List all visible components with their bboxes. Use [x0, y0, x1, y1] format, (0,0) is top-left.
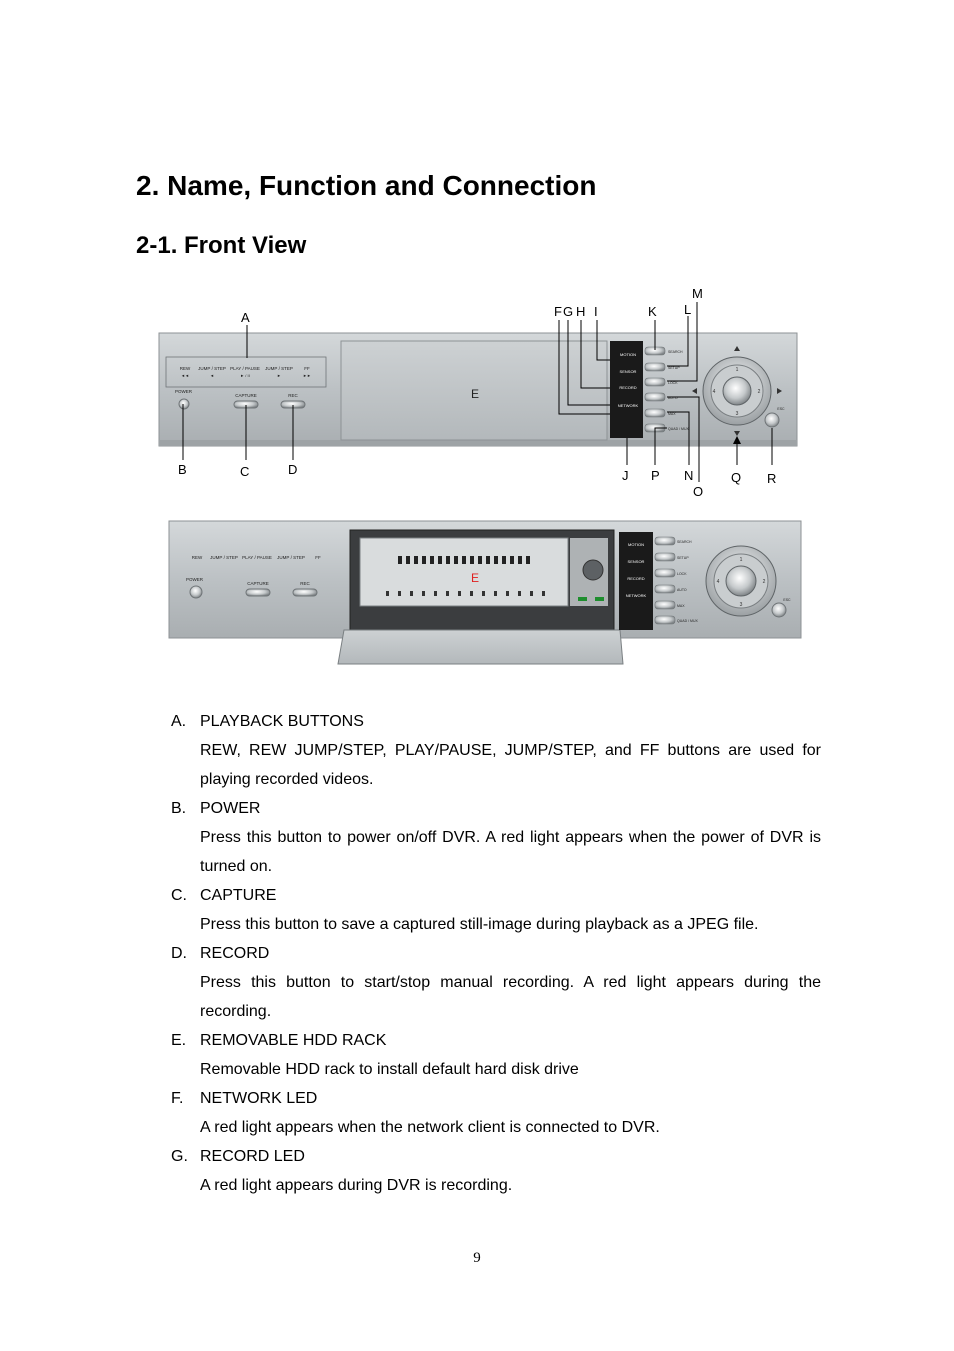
- svg-text:►►: ►►: [303, 373, 311, 378]
- capture-label: CAPTURE: [235, 393, 257, 398]
- svg-text:JUMP / STEP: JUMP / STEP: [265, 366, 293, 371]
- svg-text:REW: REW: [191, 555, 203, 560]
- led-label-sensor: SENSOR: [619, 369, 637, 374]
- svg-text:►: ►: [277, 373, 281, 378]
- playback-button-rew-2[interactable]: [192, 555, 203, 560]
- svg-text:ESC: ESC: [783, 598, 791, 602]
- playback-button-rew-jump-2[interactable]: [210, 555, 238, 560]
- callout-c: C: [240, 464, 250, 479]
- svg-text:AUTO: AUTO: [677, 588, 687, 592]
- item-title: PLAYBACK BUTTONS: [200, 713, 364, 730]
- svg-text:JUMP / STEP: JUMP / STEP: [198, 366, 226, 371]
- subsection-heading: 2-1. Front View: [136, 232, 307, 259]
- list-item: D. RECORD Press this button to start/stop manual recording. A red light appears during the recording.: [171, 939, 821, 1026]
- svg-text:◄◄: ◄◄: [181, 373, 189, 378]
- callout-l: L: [684, 302, 692, 317]
- led-label-network: NETWORK: [617, 403, 639, 408]
- callout-f: F: [554, 304, 562, 319]
- svg-text:1: 1: [735, 367, 739, 373]
- item-description: Removable HDD rack to install default hard disk drive: [200, 1061, 579, 1078]
- item-description: Press this button to save a captured still-image during playback as a JPEG file.: [200, 916, 759, 933]
- section-heading: 2. Name, Function and Connection: [136, 170, 597, 201]
- svg-text:4: 4: [712, 389, 716, 395]
- svg-text:MOTION: MOTION: [628, 542, 644, 547]
- callout-q: Q: [731, 470, 742, 485]
- power-label: POWER: [175, 389, 193, 394]
- power-button-2[interactable]: [190, 586, 202, 598]
- svg-text:NETWORK: NETWORK: [625, 593, 647, 598]
- item-title: CAPTURE: [200, 887, 277, 904]
- svg-text:SEARCH: SEARCH: [677, 540, 692, 544]
- svg-text:MAX: MAX: [677, 604, 685, 608]
- svg-text:REW: REW: [179, 366, 191, 371]
- svg-text:SEARCH: SEARCH: [668, 350, 683, 354]
- svg-text:MAX: MAX: [668, 412, 676, 416]
- item-description: Press this button to start/stop manual recording. A red light appears during the recording.: [200, 974, 821, 1020]
- callout-h: H: [576, 304, 586, 319]
- callout-d: D: [288, 462, 298, 477]
- svg-text:QUAD / MUX: QUAD / MUX: [677, 619, 698, 623]
- item-description: A red light appears during DVR is recording.: [200, 1177, 513, 1194]
- callout-r: R: [767, 471, 777, 486]
- list-item: A. PLAYBACK BUTTONS REW, REW JUMP/STEP, PLAY/PAUSE, JUMP/STEP, and FF buttons are used for playing recorded videos.: [171, 707, 821, 794]
- svg-text:1: 1: [739, 557, 743, 563]
- led-label-motion: MOTION: [620, 352, 636, 357]
- svg-text:QUAD / MUX: QUAD / MUX: [668, 427, 689, 431]
- capture-label-2: CAPTURE: [247, 581, 269, 586]
- playback-button-jump-2[interactable]: [277, 555, 305, 560]
- svg-text:JUMP / STEP: JUMP / STEP: [277, 555, 305, 560]
- svg-text:RECORD: RECORD: [627, 576, 645, 581]
- callout-n: N: [684, 468, 694, 483]
- item-title: NETWORK LED: [200, 1090, 318, 1107]
- dvr-front-closed: [159, 333, 797, 446]
- hdd-rack-door-open[interactable]: [338, 630, 623, 664]
- svg-text:FF: FF: [315, 555, 321, 560]
- svg-text:3: 3: [739, 602, 743, 608]
- rec-label: REC: [288, 393, 298, 398]
- item-title: RECORD LED: [200, 1148, 305, 1165]
- component-list: [171, 707, 821, 1200]
- playback-button-ff-2[interactable]: [315, 555, 321, 560]
- item-description: A red light appears when the network client is connected to DVR.: [200, 1119, 660, 1136]
- rec-label-2: REC: [300, 581, 310, 586]
- item-description: Press this button to power on/off DVR. A red light appears when the power of DVR is turned on.: [200, 829, 821, 875]
- callout-i: I: [594, 304, 598, 319]
- item-description: REW, REW JUMP/STEP, PLAY/PAUSE, JUMP/STEP, and FF buttons are used for playing recorded videos.: [200, 742, 821, 788]
- callout-k: K: [648, 304, 657, 319]
- esc-button-2[interactable]: [772, 603, 786, 617]
- item-title: RECORD: [200, 945, 270, 962]
- led-label-record: RECORD: [619, 385, 637, 390]
- callout-p: P: [651, 468, 660, 483]
- esc-label: ESC: [777, 407, 785, 411]
- svg-text:2: 2: [757, 389, 761, 395]
- svg-text:SENSOR: SENSOR: [627, 559, 645, 564]
- svg-text:3: 3: [735, 411, 739, 417]
- item-title: REMOVABLE HDD RACK: [200, 1032, 387, 1049]
- callout-m: M: [692, 286, 703, 301]
- rack-label: E: [470, 387, 480, 401]
- front-view-figure: [0, 280, 954, 680]
- list-item: E. REMOVABLE HDD RACK Removable HDD rack to install default hard disk drive: [171, 1026, 821, 1084]
- list-item: G. RECORD LED A red light appears during DVR is recording.: [171, 1142, 821, 1200]
- callout-b: B: [178, 462, 187, 477]
- page-number: 9: [473, 1250, 481, 1266]
- capture-button-2[interactable]: [246, 589, 270, 596]
- svg-text:LOCK: LOCK: [668, 381, 678, 385]
- svg-text:PLAY / PAUSE: PLAY / PAUSE: [230, 366, 260, 371]
- item-title: POWER: [200, 800, 261, 817]
- rec-button-2[interactable]: [293, 589, 317, 596]
- callout-g: G: [563, 304, 574, 319]
- svg-text:AUTO: AUTO: [668, 396, 678, 400]
- callout-a: A: [241, 310, 250, 325]
- power-button[interactable]: [179, 399, 189, 409]
- svg-text:4: 4: [716, 579, 720, 585]
- svg-text:SETUP: SETUP: [668, 366, 680, 370]
- svg-text:► / II: ► / II: [240, 373, 250, 378]
- rack-label-2: E: [470, 571, 480, 585]
- list-item: C. CAPTURE Press this button to save a captured still-image during playback as a JPEG file.: [171, 881, 821, 939]
- list-item: F. NETWORK LED A red light appears when the network client is connected to DVR.: [171, 1084, 821, 1142]
- svg-text:2: 2: [762, 579, 766, 585]
- rack-lock-icon: [583, 560, 603, 580]
- jog-dial-2[interactable]: [706, 546, 776, 616]
- svg-text:LOCK: LOCK: [677, 572, 687, 576]
- svg-text:◄: ◄: [210, 373, 214, 378]
- power-label-2: POWER: [186, 577, 204, 582]
- playback-button-play-pause-2[interactable]: [242, 555, 272, 560]
- dvr-front-open: [169, 521, 801, 664]
- callout-o: O: [693, 484, 704, 499]
- callout-j: J: [622, 468, 629, 483]
- list-item: B. POWER Press this button to power on/off DVR. A red light appears when the power of DVR is turned on.: [171, 794, 821, 881]
- svg-text:JUMP / STEP: JUMP / STEP: [210, 555, 238, 560]
- svg-text:SETUP: SETUP: [677, 556, 689, 560]
- svg-text:FF: FF: [304, 366, 310, 371]
- svg-text:PLAY / PAUSE: PLAY / PAUSE: [242, 555, 272, 560]
- esc-button[interactable]: [765, 413, 779, 427]
